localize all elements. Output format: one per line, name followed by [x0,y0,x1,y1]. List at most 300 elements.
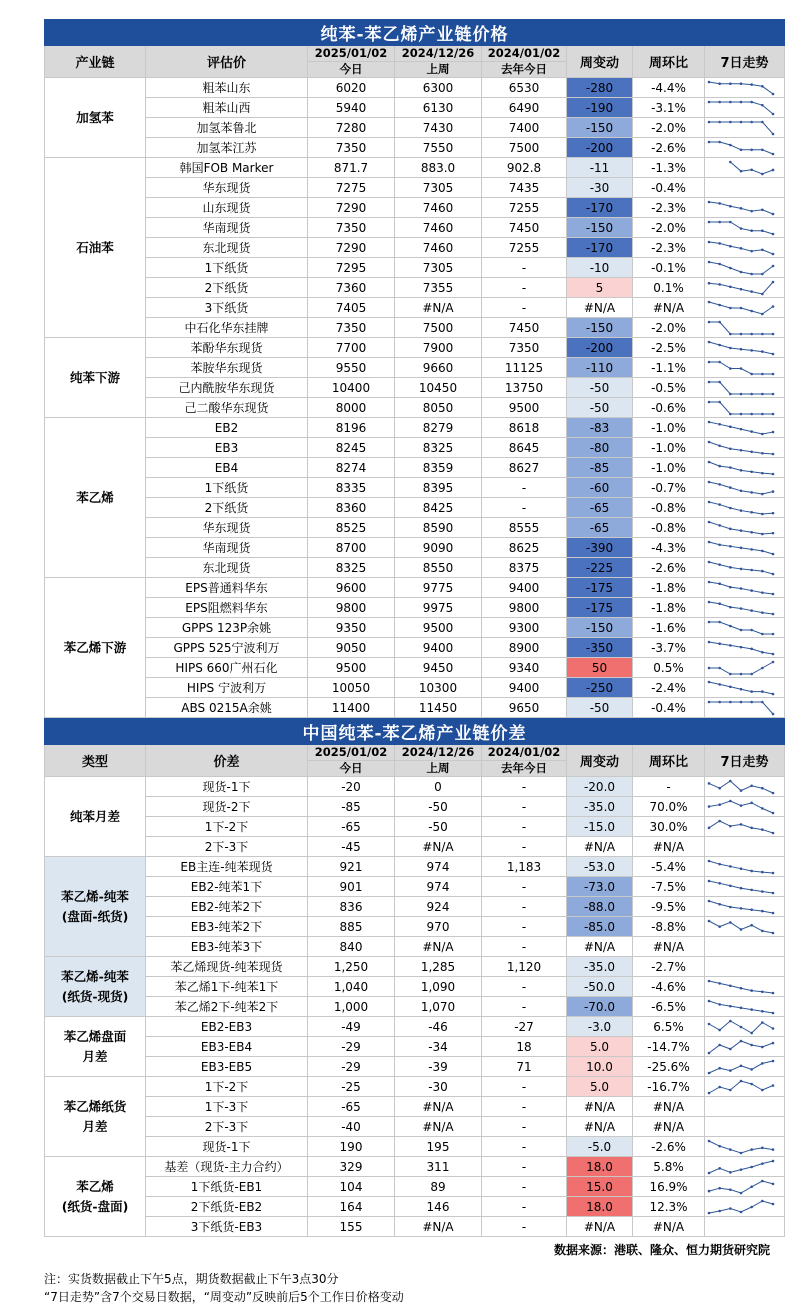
sparkline-point [772,264,775,267]
value-lastyear: 8627 [482,458,567,478]
value-lastweek: 970 [395,917,482,937]
value-weekchg: -85 [567,458,633,478]
sparkline [705,918,777,936]
col-date-today: 2025/01/02 [308,46,395,62]
value-weekchg: 5.0 [567,1077,633,1097]
row-label: 1下-2下 [146,817,308,837]
value-lastweek: 1,070 [395,997,482,1017]
value-lastyear: 9400 [482,578,567,598]
sparkline-point [761,1045,764,1048]
sparkline-point [750,923,753,926]
sparkline-point [750,332,753,335]
value-wow: -8.8% [633,917,705,937]
trend-cell [705,78,785,98]
sparkline [705,699,777,717]
sparkline-point [740,567,743,570]
sparkline-point [772,652,775,655]
sparkline-point [718,242,721,245]
sparkline-path [709,122,773,134]
row-label: 1下-2下 [146,1077,308,1097]
sparkline-point [718,1003,721,1006]
value-weekchg: 15.0 [567,1177,633,1197]
sparkline [705,279,777,297]
col-trend: 7日走势 [705,46,785,78]
sparkline-point [729,984,732,987]
value-lastyear: 6530 [482,78,567,98]
sparkline-point [750,672,753,675]
sparkline-point [729,143,732,146]
value-lastweek: 7305 [395,258,482,278]
sparkline-point [740,1168,743,1171]
value-lastyear: 7450 [482,218,567,238]
sparkline [705,818,777,836]
value-weekchg: -3.0 [567,1017,633,1037]
sparkline-point [761,208,764,211]
sparkline-point [761,549,764,552]
value-weekchg: 18.0 [567,1157,633,1177]
trend-cell [705,678,785,698]
sparkline-point [750,430,753,433]
value-lastweek: 9975 [395,598,482,618]
sparkline-point [729,1171,732,1174]
sparkline-point [740,306,743,309]
sparkline-point [772,931,775,934]
sparkline-point [772,531,775,534]
value-lastweek: 924 [395,897,482,917]
sparkline-point [750,412,753,415]
sparkline [705,179,777,197]
value-today: 7275 [308,178,395,198]
table-row [45,518,785,538]
value-wow: -0.4% [633,698,705,718]
value-lastyear: - [482,1197,567,1217]
sparkline-point [761,1062,764,1065]
value-weekchg: 18.0 [567,1197,633,1217]
sparkline-point [772,511,775,514]
sparkline-point [718,902,721,905]
value-weekchg: -20.0 [567,777,633,797]
value-lastweek: -50 [395,797,482,817]
value-lastyear: 9400 [482,678,567,698]
sparkline-point [740,412,743,415]
sparkline-path [709,1161,773,1173]
value-lastyear: 7435 [482,178,567,198]
sparkline-path [730,162,773,174]
sparkline-point [718,283,721,286]
row-label: 己内酰胺华东现货 [146,378,308,398]
value-lastyear: 8625 [482,538,567,558]
sparkline-point [718,1028,721,1031]
sparkline-point [708,460,711,463]
value-wow: -2.4% [633,678,705,698]
value-weekchg: #N/A [567,1097,633,1117]
sparkline-point [740,148,743,151]
sparkline-point [740,672,743,675]
row-label: 苯乙烯1下-纯苯1下 [146,977,308,997]
table-row [45,1157,785,1177]
row-label: 2下纸货 [146,498,308,518]
sparkline-point [761,350,764,353]
footnote-2: “7日走势”含7个交易日数据，“周变动”反映前后5个工作日价格变动 [44,1290,404,1304]
sparkline-point [750,510,753,513]
sparkline [705,1198,777,1216]
sparkline-point [740,529,743,532]
sparkline-point [761,929,764,932]
row-label: 现货-2下 [146,797,308,817]
value-lastweek: 9660 [395,358,482,378]
sparkline-point [772,660,775,663]
sparkline-point [740,804,743,807]
sparkline-point [718,819,721,822]
sparkline [705,299,777,317]
sparkline-point [761,591,764,594]
trend-cell [705,1097,785,1117]
sparkline-point [761,786,764,789]
sparkline-point [761,666,764,669]
value-lastweek: 8550 [395,558,482,578]
value-lastweek: 974 [395,857,482,877]
table-row [45,678,785,698]
sparkline-point [761,372,764,375]
sparkline-point [772,692,775,695]
sparkline-point [729,1148,732,1151]
table-row [45,1097,785,1117]
sparkline-point [761,332,764,335]
value-lastyear: 9500 [482,398,567,418]
table-row [45,118,785,138]
col-date-lastyear: 2024/01/02 [482,745,567,761]
value-weekchg: -200 [567,138,633,158]
trend-cell [705,777,785,797]
trend-cell [705,1057,785,1077]
row-label: 华南现货 [146,538,308,558]
table-row [45,817,785,837]
sparkline-point [740,687,743,690]
sparkline-path [709,622,773,634]
value-lastweek: -46 [395,1017,482,1037]
sparkline-point [729,266,732,269]
trend-cell [705,238,785,258]
sparkline-point [740,448,743,451]
sparkline [705,898,777,916]
table-row [45,298,785,318]
table-row [45,558,785,578]
sparkline-point [718,1186,721,1189]
value-today: 9550 [308,358,395,378]
col-weekchg: 周变动 [567,745,633,777]
sparkline-point [750,83,753,86]
sparkline-point [708,281,711,284]
sparkline-point [708,979,711,982]
value-today: -65 [308,817,395,837]
trend-cell [705,478,785,498]
col-today: 今日 [308,761,395,777]
row-label: 现货-1下 [146,777,308,797]
value-weekchg: -250 [567,678,633,698]
sparkline [705,619,777,637]
sparkline-point [761,1199,764,1202]
sparkline-point [708,220,711,223]
row-label: EB3-纯苯2下 [146,917,308,937]
value-lastyear: 7400 [482,118,567,138]
sparkline-point [729,346,732,349]
sparkline-point [750,1165,753,1168]
sparkline-point [729,82,732,85]
value-today: -20 [308,777,395,797]
sparkline-point [718,925,721,928]
value-lastyear: - [482,917,567,937]
sparkline [705,798,777,816]
report [44,19,784,1259]
sparkline [705,978,777,996]
sparkline-point [718,140,721,143]
sparkline-point [772,392,775,395]
sparkline-path [709,442,773,454]
value-weekchg: 10.0 [567,1057,633,1077]
sparkline-point [750,491,753,494]
value-today: 7360 [308,278,395,298]
value-lastweek: 9400 [395,638,482,658]
table-row [45,218,785,238]
value-weekchg: -390 [567,538,633,558]
sparkline-point [718,524,721,527]
sparkline-point [708,1071,711,1074]
value-wow: 16.9% [633,1177,705,1197]
col-chain: 产业链 [45,46,146,78]
value-lastyear: - [482,837,567,857]
value-today: 11400 [308,698,395,718]
value-lastyear: 8900 [482,638,567,658]
price-table [44,19,785,718]
sparkline-point [718,82,721,85]
sparkline [705,1058,777,1076]
table-row [45,1117,785,1137]
trend-cell [705,837,785,857]
table-row [45,1037,785,1057]
sparkline-point [740,546,743,549]
sparkline-point [761,172,764,175]
sparkline-point [772,412,775,415]
trend-cell [705,538,785,558]
sparkline-point [772,632,775,635]
value-lastweek: 8590 [395,518,482,538]
value-weekchg: 50 [567,658,633,678]
row-label: EPS阻燃料华东 [146,598,308,618]
group-label: 苯乙烯下游 [45,578,146,718]
sparkline-point [761,512,764,515]
sparkline-point [729,566,732,569]
sparkline-point [740,1079,743,1082]
sparkline-point [729,244,732,247]
table-row [45,1217,785,1237]
value-lastweek: 89 [395,1177,482,1197]
sparkline-point [750,989,753,992]
sparkline-point [708,999,711,1002]
value-lastyear: 11125 [482,358,567,378]
table-row [45,797,785,817]
value-today: 871.7 [308,158,395,178]
value-wow: #N/A [633,937,705,957]
row-label: 2下纸货 [146,278,308,298]
sparkline-point [718,700,721,703]
sparkline-point [718,862,721,865]
sparkline-point [718,464,721,467]
col-lastweek: 上周 [395,62,482,78]
table-row [45,178,785,198]
sparkline-point [740,867,743,870]
sparkline [705,1138,777,1156]
sparkline-point [718,100,721,103]
sparkline-point [740,1025,743,1028]
row-label: EB3-纯苯3下 [146,937,308,957]
value-wow: -1.3% [633,158,705,178]
value-lastweek: 6130 [395,98,482,118]
value-wow: -9.5% [633,897,705,917]
col-lastyear: 去年今日 [482,62,567,78]
sparkline-point [708,700,711,703]
table-row [45,418,785,438]
sparkline-point [750,470,753,473]
value-weekchg: -53.0 [567,857,633,877]
value-wow: -0.4% [633,178,705,198]
sparkline-point [740,1191,743,1194]
value-lastweek: 8279 [395,418,482,438]
sparkline-point [718,503,721,506]
value-today: -65 [308,1097,395,1117]
value-weekchg: -83 [567,418,633,438]
sparkline-point [718,380,721,383]
sparkline-point [708,100,711,103]
row-label: EB2-纯苯1下 [146,877,308,897]
value-lastyear: - [482,1077,567,1097]
sparkline-point [772,1084,775,1087]
value-lastweek: 146 [395,1197,482,1217]
sparkline-point [750,826,753,829]
value-weekchg: -80 [567,438,633,458]
sparkline-point [740,986,743,989]
value-weekchg: -50 [567,398,633,418]
sparkline-point [729,506,732,509]
sparkline-point [729,1019,732,1022]
value-weekchg: -175 [567,598,633,618]
value-lastyear: 9800 [482,598,567,618]
sparkline-point [718,400,721,403]
value-lastweek: #N/A [395,837,482,857]
sparkline-point [772,112,775,115]
sparkline-point [708,560,711,563]
value-today: 7350 [308,218,395,238]
table-row [45,957,785,977]
row-label: EPS普通料华东 [146,578,308,598]
row-label: ABS 0215A余姚 [146,698,308,718]
sparkline-point [761,890,764,893]
sparkline-point [772,1182,775,1185]
col-date-lastyear: 2024/01/02 [482,46,567,62]
table-row [45,877,785,897]
value-today: 7350 [308,138,395,158]
col-wow: 周环比 [633,745,705,777]
value-lastweek: 8425 [395,498,482,518]
value-weekchg: 5.0 [567,1037,633,1057]
value-wow: -1.0% [633,438,705,458]
table-row [45,198,785,218]
sparkline-point [708,826,711,829]
data-source: 数据来源：港联、隆众、恒力期货研究院 [553,1243,770,1257]
group-label: 苯乙烯 (纸货-盘面) [45,1157,146,1237]
value-today: 8700 [308,538,395,558]
value-weekchg: -170 [567,238,633,258]
trend-cell [705,518,785,538]
sparkline-point [740,886,743,889]
sparkline-point [750,120,753,123]
row-label: 3下纸货 [146,298,308,318]
trend-cell [705,178,785,198]
value-lastweek: 7430 [395,118,482,138]
value-weekchg: -85.0 [567,917,633,937]
value-weekchg: #N/A [567,298,633,318]
trend-cell [705,318,785,338]
sparkline-point [718,343,721,346]
value-today: 5940 [308,98,395,118]
row-label: 粗苯山东 [146,78,308,98]
row-label: EB3 [146,438,308,458]
sparkline [705,1218,777,1236]
trend-cell [705,418,785,438]
row-label: GPPS 525宁波利万 [146,638,308,658]
value-today: 6020 [308,78,395,98]
value-lastweek: 8359 [395,458,482,478]
trend-cell [705,638,785,658]
value-today: 7350 [308,318,395,338]
value-wow: #N/A [633,1217,705,1237]
value-lastyear: - [482,498,567,518]
sparkline-point [750,589,753,592]
sparkline-path [709,402,773,414]
value-today: 9500 [308,658,395,678]
table-row [45,318,785,338]
sparkline [705,339,777,357]
sparkline-point [729,1004,732,1007]
spread-table [44,718,785,1237]
value-weekchg: -30 [567,178,633,198]
sparkline-point [750,209,753,212]
table-row [45,1057,785,1077]
value-today: 10400 [308,378,395,398]
value-wow: -2.0% [633,218,705,238]
sparkline-point [708,666,711,669]
sparkline-point [740,1151,743,1154]
sparkline-point [750,392,753,395]
value-lastyear: 7255 [482,238,567,258]
value-wow: -2.0% [633,318,705,338]
sparkline-point [708,200,711,203]
row-label: 苯乙烯现货-纯苯现货 [146,957,308,977]
sparkline-point [729,605,732,608]
value-lastyear: 7500 [482,138,567,158]
group-label: 苯乙烯纸货 月差 [45,1077,146,1157]
value-wow: -2.0% [633,118,705,138]
value-weekchg: -150 [567,618,633,638]
sparkline-point [761,392,764,395]
sparkline-point [772,152,775,155]
sparkline-point [750,700,753,703]
trend-cell [705,498,785,518]
row-label: HIPS 宁波利万 [146,678,308,698]
value-lastweek: 8395 [395,478,482,498]
sparkline-point [761,1009,764,1012]
trend-cell [705,1177,785,1197]
value-lastweek: -39 [395,1057,482,1077]
